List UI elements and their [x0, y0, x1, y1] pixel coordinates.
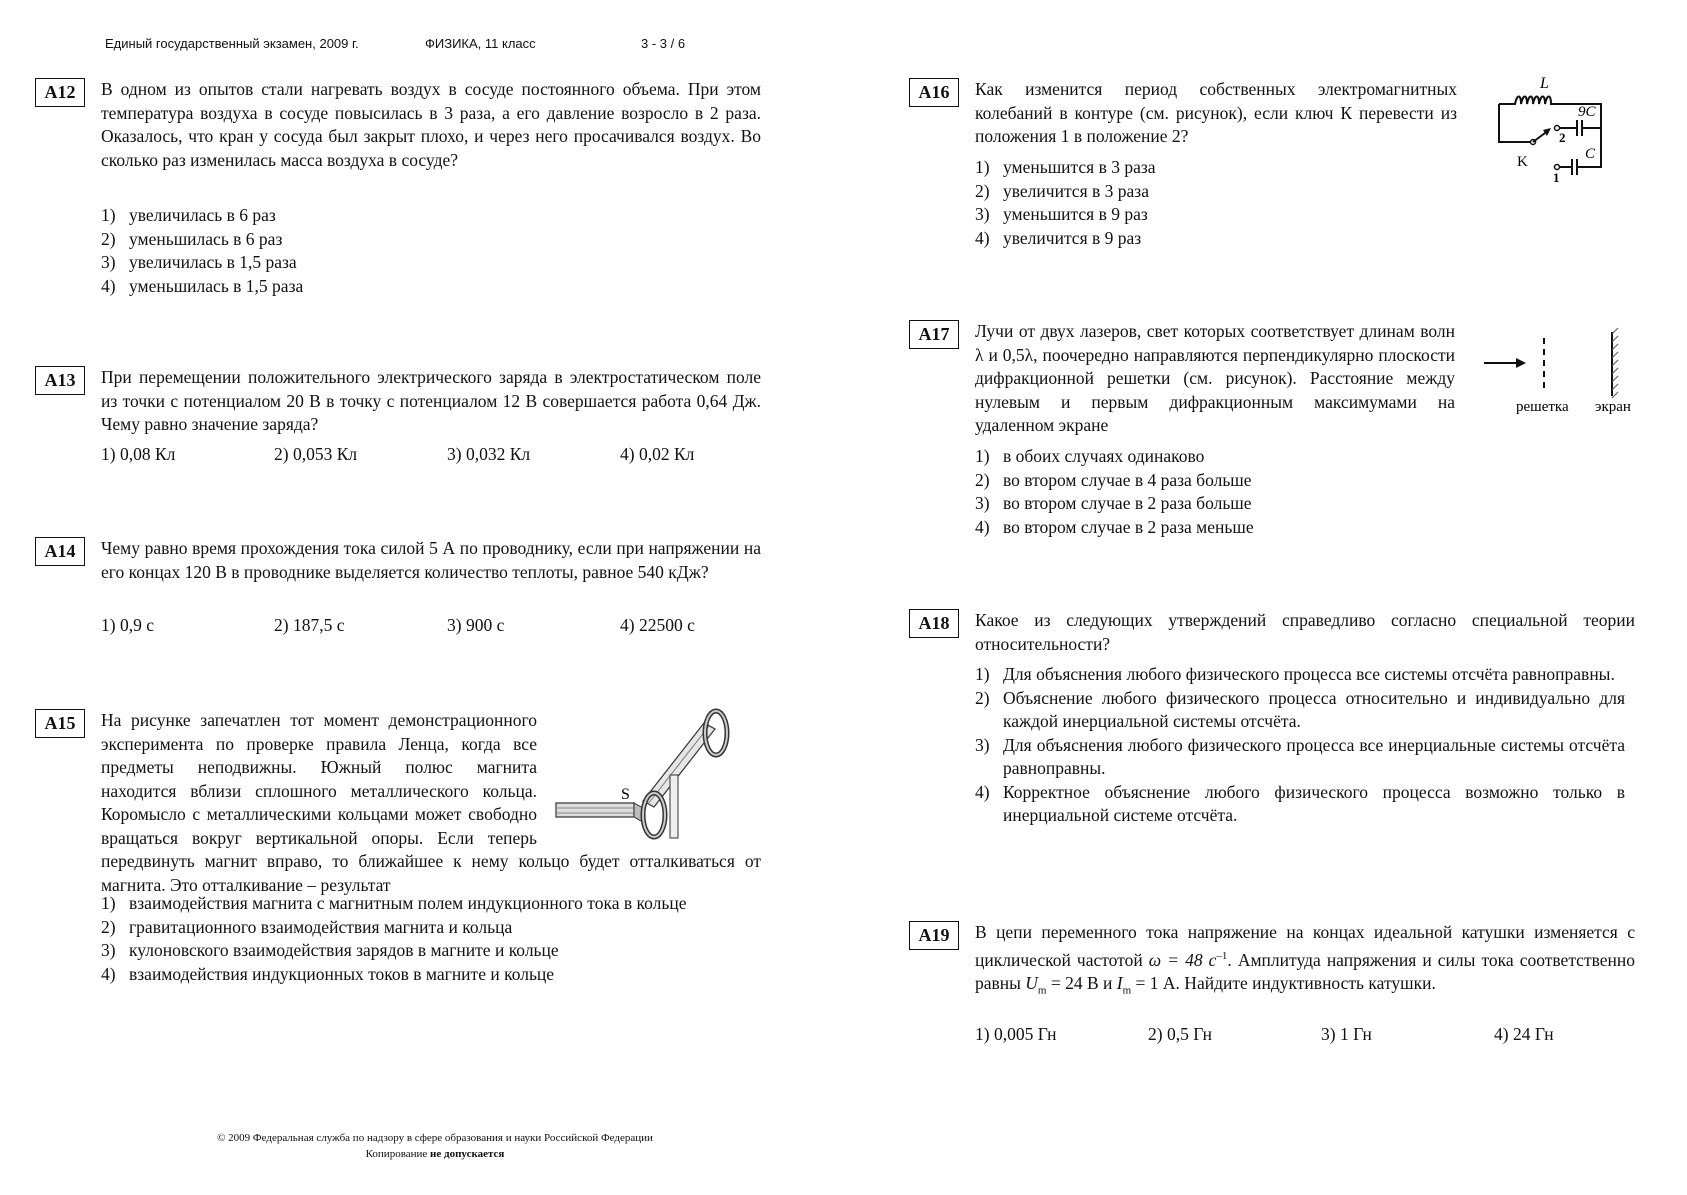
answer-option[interactable]: 1) в обоих случаях одинаково — [975, 446, 1205, 466]
footer — [165, 1130, 705, 1162]
switch-label: K — [1517, 154, 1528, 170]
switch-position-2: 2 — [1559, 130, 1566, 145]
question-text: Как изменится период собственных электромагнитных колебаний в контуре (см. рисунок), если ключ К перевести из положения 1 в положение 2? — [975, 79, 1457, 146]
answer-option[interactable]: 4) увеличится в 9 раз — [975, 227, 1142, 248]
answer-option[interactable]: 1) взаимодействия магнита с магнитным полем индукционного тока в кольце — [101, 893, 687, 913]
lc-circuit-figure — [1481, 72, 1611, 187]
answer-option[interactable]: 1) Для объяснения любого физического процесса все системы отсчёта равноправны. — [975, 664, 1615, 684]
question-text: В цепи переменного тока напряжение на концах идеальной катушки изменяется с циклической частотой ω = 48 $с^{-1}$. Амплитуда напряжения и силы тока соответственно равны $U_m = 24$ В и $I_m = 1$ А. Найдите индуктивность катушки. — [975, 922, 1636, 997]
question-text: S На рисунке запечатлен тот момент демонстрационного эксперимента по проверке правила Ленца, когда все предметы неподвижны. Южный полюс магнита находится вблизи сплошного металлического кольца. Коромысло с металлическими кольцами может свободно вращаться вокруг вертикальной опоры. Если теперь передвинуть магнит вправо, то ближайшее к нему кольцо будет отталкиваться от магнита. Это отталкивание – результат — [101, 709, 761, 897]
capacitor-9c-label: 9C — [1578, 104, 1596, 120]
answer-option[interactable]: 3) 900 с — [447, 615, 505, 635]
answer-option[interactable]: 4) взаимодействия индукционных токов в магните и кольце — [101, 963, 555, 984]
answer-option[interactable]: 2) Объяснение любого физического процесса относительно и индивидуально для каждой инерциальной системы отсчёта. — [975, 687, 1625, 731]
answer-option[interactable]: 4) 0,02 Кл — [620, 444, 695, 464]
answer-option[interactable]: 2) 187,5 с — [274, 615, 345, 635]
inductor-label: L — [1540, 75, 1549, 92]
switch-position-1: 1 — [1553, 170, 1560, 185]
answer-option[interactable]: 3) кулоновского взаимодействия зарядов в магните и кольце — [101, 940, 559, 960]
copyright: © 2009 Федеральная служба по надзору в сфере образования и науки Российской Федерации — [217, 1132, 653, 1144]
question-number: A15 — [35, 709, 85, 738]
magnet — [556, 803, 634, 817]
answer-option[interactable]: 2) увеличится в 3 раза — [975, 180, 1149, 201]
answer-options — [101, 444, 793, 465]
question-number: A12 — [35, 78, 85, 107]
question-number: A19 — [909, 921, 959, 950]
question-text: Чему равно время прохождения тока силой 5 А по проводнику, если при напряжении на его концах 120 В в проводнике выделяется количество теплоты, равное 540 кДж? — [101, 538, 761, 582]
question-text: Лучи от двух лазеров, свет которых соответствует длинам волн λ и 0,5λ, поочередно направляются перпендикулярно плоскости дифракционной решетки (см. рисунок). Расстояние между нулевым и первым дифракционным максимумами на удаленном экране — [975, 321, 1455, 435]
answer-option[interactable]: 4) 22500 с — [620, 615, 695, 635]
question-number: A13 — [35, 366, 85, 395]
question-number: A17 — [909, 320, 959, 349]
question-number: A18 — [909, 609, 959, 638]
answer-option[interactable]: 1) уменьшится в 3 раза — [975, 157, 1156, 177]
answer-option[interactable]: 2) 0,5 Гн — [1148, 1024, 1213, 1044]
question-text: При перемещении положительного электрического заряда в электростатическом поле из точки с потенциалом 20 В в точку с потенциалом 12 В совершается работа 0,64 Дж. Чему равно значение заряда? — [101, 367, 761, 434]
header-page: 3 - 3 / 6 — [641, 36, 686, 51]
omega-value: ω = 48 с — [1148, 949, 1217, 970]
support-post — [670, 775, 678, 838]
answer-option[interactable]: 1) 0,08 Кл — [101, 444, 176, 464]
answer-option[interactable]: 3) 1 Гн — [1321, 1024, 1372, 1044]
answer-option[interactable]: 1) 0,9 с — [101, 615, 154, 635]
question-number: A14 — [35, 537, 85, 566]
answer-options — [975, 445, 1254, 539]
answer-options — [975, 1024, 1667, 1045]
answer-option[interactable]: 2) во втором случае в 4 раза больше — [975, 469, 1252, 490]
answer-option[interactable]: 4) Корректное объяснение любого физического процесса возможно только в инерциальной системе отсчёта. — [975, 781, 1625, 825]
answer-option[interactable]: 3) 0,032 Кл — [447, 444, 531, 464]
question-text: В одном из опытов стали нагревать воздух в сосуде постоянного объема. При этом температура воздуха в сосуде повысилась в 3 раза, а его давление возросло в 2 раза. Оказалось, что кран у сосуда был закрыт плохо, и через него просачивался воздух. Во сколько раз изменилась масса воздуха в сосуде? — [101, 79, 761, 170]
question-text: Какое из следующих утверждений справедливо согласно специальной теории относительности? — [975, 610, 1635, 654]
lenz-experiment-figure — [551, 705, 761, 845]
answer-option[interactable]: 3) Для объяснения любого физического процесса все инерциальные системы отсчёта равноправны. — [975, 734, 1625, 778]
answer-option[interactable]: 3) во втором случае в 2 раза больше — [975, 493, 1252, 513]
answer-option[interactable]: 2) уменьшилась в 6 раз — [101, 228, 283, 249]
answer-options — [101, 892, 767, 986]
answer-option[interactable]: 2) гравитационного взаимодействия магнита и кольца — [101, 916, 513, 937]
header-exam: Единый государственный экзамен, 2009 г. — [105, 36, 359, 51]
answer-option[interactable]: 2) 0,053 Кл — [274, 444, 358, 464]
answer-option[interactable]: 4) 24 Гн — [1494, 1024, 1554, 1044]
magnet-pole-label: S — [621, 786, 630, 803]
answer-option[interactable]: 4) уменьшилась в 1,5 раза — [101, 275, 304, 296]
answer-option[interactable]: 1) увеличилась в 6 раз — [101, 205, 276, 225]
answer-option[interactable]: 4) во втором случае в 2 раза меньше — [975, 516, 1254, 537]
answer-options — [975, 156, 1156, 250]
header-subject: ФИЗИКА, 11 класс — [425, 36, 536, 51]
question-number: A16 — [909, 78, 959, 107]
answer-option[interactable]: 3) уменьшится в 9 раз — [975, 204, 1148, 224]
grating-label: решетка — [1516, 399, 1569, 415]
copy-notice: Копирование не допускается — [365, 1148, 505, 1160]
answer-option[interactable]: 1) 0,005 Гн — [975, 1024, 1057, 1044]
screen-label: экран — [1595, 399, 1631, 415]
answer-option[interactable]: 3) увеличилась в 1,5 раза — [101, 252, 297, 272]
diffraction-figure — [1482, 326, 1632, 416]
answer-options — [975, 663, 1625, 828]
answer-options — [101, 204, 303, 298]
answer-options — [101, 615, 793, 636]
capacitor-c-label: C — [1585, 146, 1596, 162]
